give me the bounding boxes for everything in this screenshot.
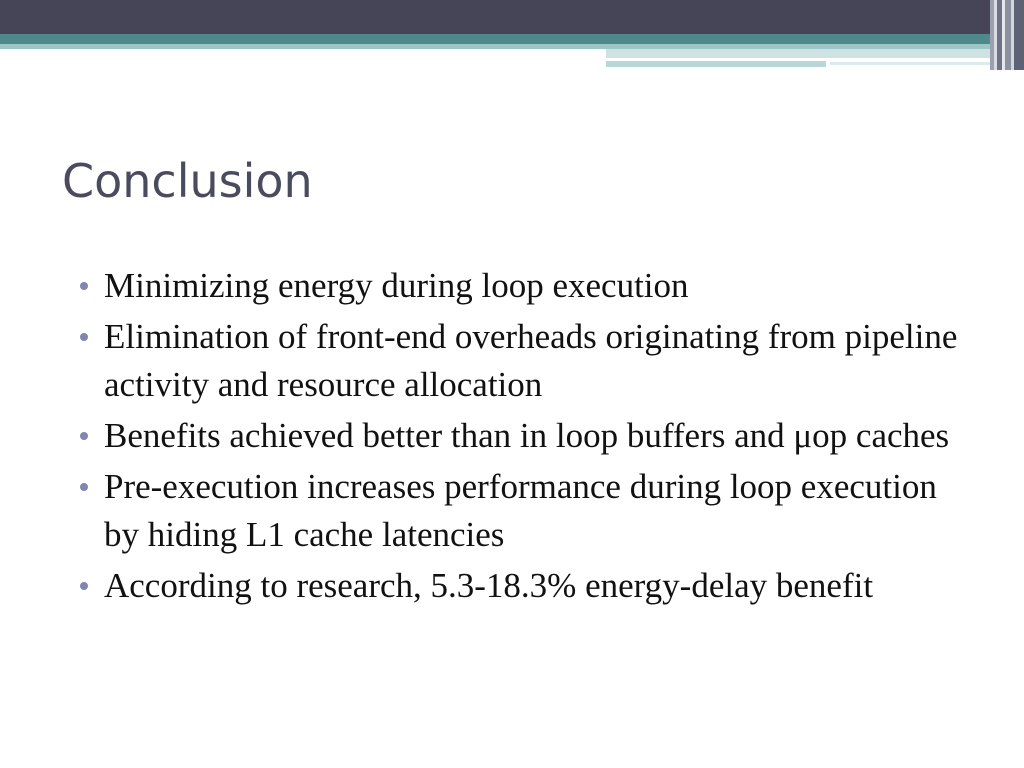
bullet-item	[76, 463, 976, 559]
bullet-dot-icon	[80, 483, 88, 491]
header-band-teal	[0, 34, 1024, 44]
bullet-text: Pre-execution increases performance during loop execution by hiding L1 cache latencies	[104, 467, 937, 554]
bullet-dot-icon	[80, 333, 88, 341]
header-stripes-decoration	[990, 0, 1024, 70]
bullet-text: According to research, 5.3-18.3% energy-delay benefit	[104, 566, 874, 605]
bullet-list	[76, 262, 976, 613]
slide-title: Conclusion	[62, 154, 313, 208]
header-band-dark	[0, 0, 1024, 34]
bullet-text: Benefits achieved better than in loop buffers and μop caches	[104, 416, 950, 455]
bullet-item	[76, 412, 976, 460]
header-band-pale-short	[606, 61, 826, 67]
bullet-item	[76, 562, 976, 610]
bullet-dot-icon	[80, 582, 88, 590]
bullet-dot-icon	[80, 282, 88, 290]
header-band-pale	[606, 49, 1024, 58]
bullet-item	[76, 262, 976, 310]
bullet-text: Minimizing energy during loop execution	[104, 266, 689, 305]
bullet-text: Elimination of front-end overheads originating from pipeline activity and resource allocation	[104, 317, 958, 404]
bullet-item	[76, 313, 976, 409]
bullet-dot-icon	[80, 432, 88, 440]
